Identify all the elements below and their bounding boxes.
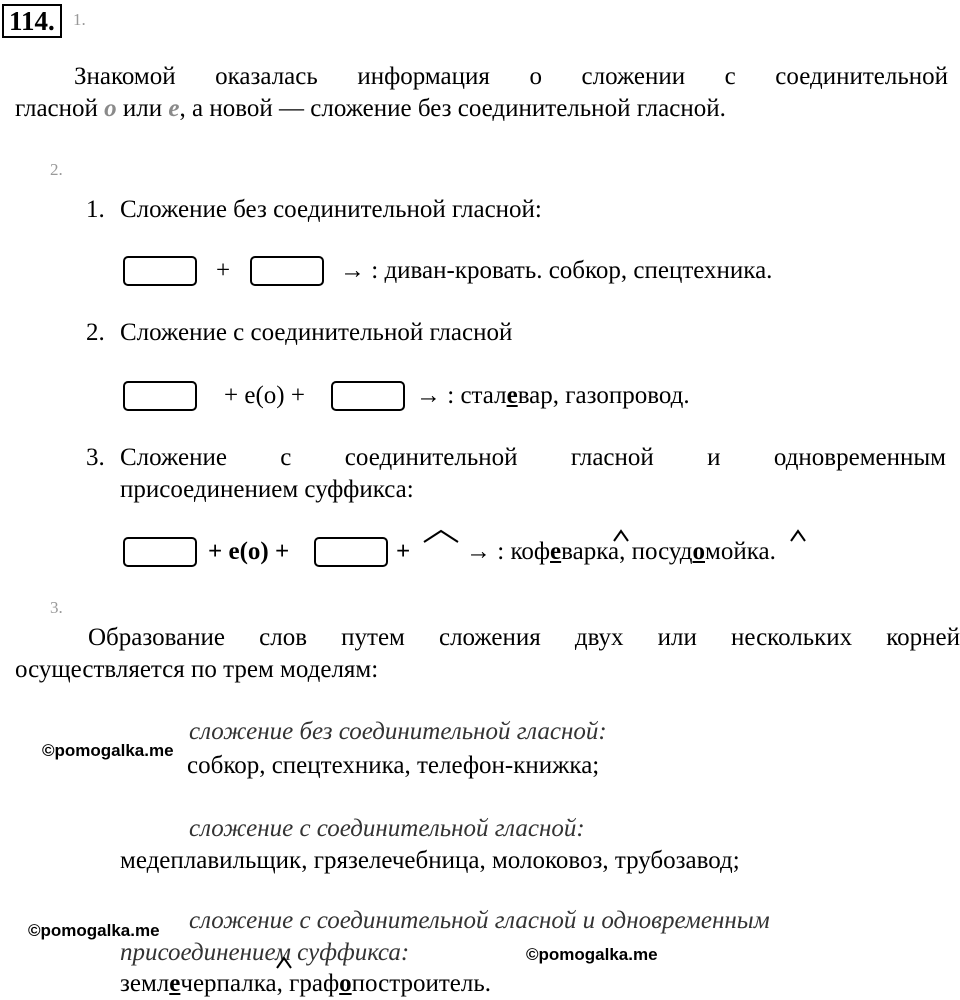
watermark: ©pomogalka.me: [42, 741, 174, 760]
watermark: ©pomogalka.me: [28, 921, 160, 940]
suffix-caret-icon: [789, 529, 807, 543]
part1-text-c: , а новой — сложение без соединительной гласной.: [179, 95, 726, 122]
part1-number: 1.: [73, 10, 86, 29]
model3-ex-a: земл: [120, 970, 170, 997]
item1-text: Сложение без соединительной гласной:: [120, 196, 542, 223]
part3-number: 3.: [50, 598, 63, 617]
item3-result-b: варка, посуд: [561, 538, 693, 565]
model3-title-line2: присоединением суффикса:: [120, 939, 410, 966]
model2-examples: медеплавильщик, грязелечебница, молоковоз, трубозавод;: [120, 847, 740, 874]
item2-text: Сложение с соединительной гласной: [120, 319, 513, 346]
watermark: ©pomogalka.me: [526, 945, 658, 964]
item2-result-a: → : стал: [416, 382, 507, 409]
part3-para-line2: осуществляется по трем моделям:: [15, 656, 379, 683]
item2-result-b: вар, газопровод.: [517, 382, 690, 409]
item2-result: [416, 380, 690, 412]
item2-number: 2.: [86, 319, 105, 346]
item3-text-line1: Сложение с соединительной гласной и одновременным: [120, 444, 946, 471]
underlined-vowel: е: [169, 970, 181, 997]
item1-number: 1.: [86, 196, 105, 223]
root-box: [123, 381, 197, 411]
plus-sign: +: [216, 257, 231, 284]
item3-result-c: мойка.: [705, 538, 776, 565]
item2-formula: + е(о) +: [224, 382, 305, 409]
item3-number: 3.: [86, 444, 105, 471]
part1-text-a: гласной: [15, 95, 98, 122]
model2-title: сложение с соединительной гласной:: [189, 815, 585, 842]
underlined-vowel: о: [692, 538, 705, 565]
underlined-vowel: е: [506, 382, 518, 409]
part1-text-b: или: [122, 95, 163, 122]
suffix-caret-icon: [275, 956, 293, 970]
item3-result-a: → : коф: [466, 538, 551, 565]
model3-title-line1: сложение с соединительной гласной и одновременным: [189, 907, 770, 934]
item1-result: → : диван-кровать. собкор, спецтехника.: [340, 257, 773, 284]
root-box: [314, 537, 388, 567]
model3-examples: [120, 968, 491, 1000]
root-box: [250, 256, 324, 286]
part1-line2: [15, 93, 726, 125]
model3-ex-b: черпалка, граф: [180, 970, 340, 997]
vowel-o: о: [104, 95, 117, 122]
part3-para-line1: Образование слов путем сложения двух или нескольких корней: [88, 624, 960, 651]
item3-plus: +: [396, 538, 411, 565]
item3-formula: + е(о) +: [208, 538, 290, 565]
part2-number: 2.: [50, 160, 63, 179]
underlined-vowel: е: [550, 538, 562, 565]
task-number: 114.: [2, 4, 62, 38]
vowel-e: е: [168, 95, 180, 122]
model3-ex-c: построитель.: [351, 970, 492, 997]
suffix-caret-icon: [422, 528, 460, 544]
underlined-vowel: о: [339, 970, 352, 997]
root-box: [123, 256, 197, 286]
model1-examples: собкор, спецтехника, телефон-книжка;: [187, 752, 600, 779]
item3-text-line2: присоединением суффикса:: [120, 476, 414, 503]
root-box: [123, 537, 197, 567]
root-box: [331, 381, 405, 411]
model1-title: сложение без соединительной гласной:: [189, 718, 607, 745]
suffix-caret-icon: [612, 529, 630, 543]
part1-line1: Знакомой оказалась информация о сложении с соединительной: [74, 63, 948, 90]
